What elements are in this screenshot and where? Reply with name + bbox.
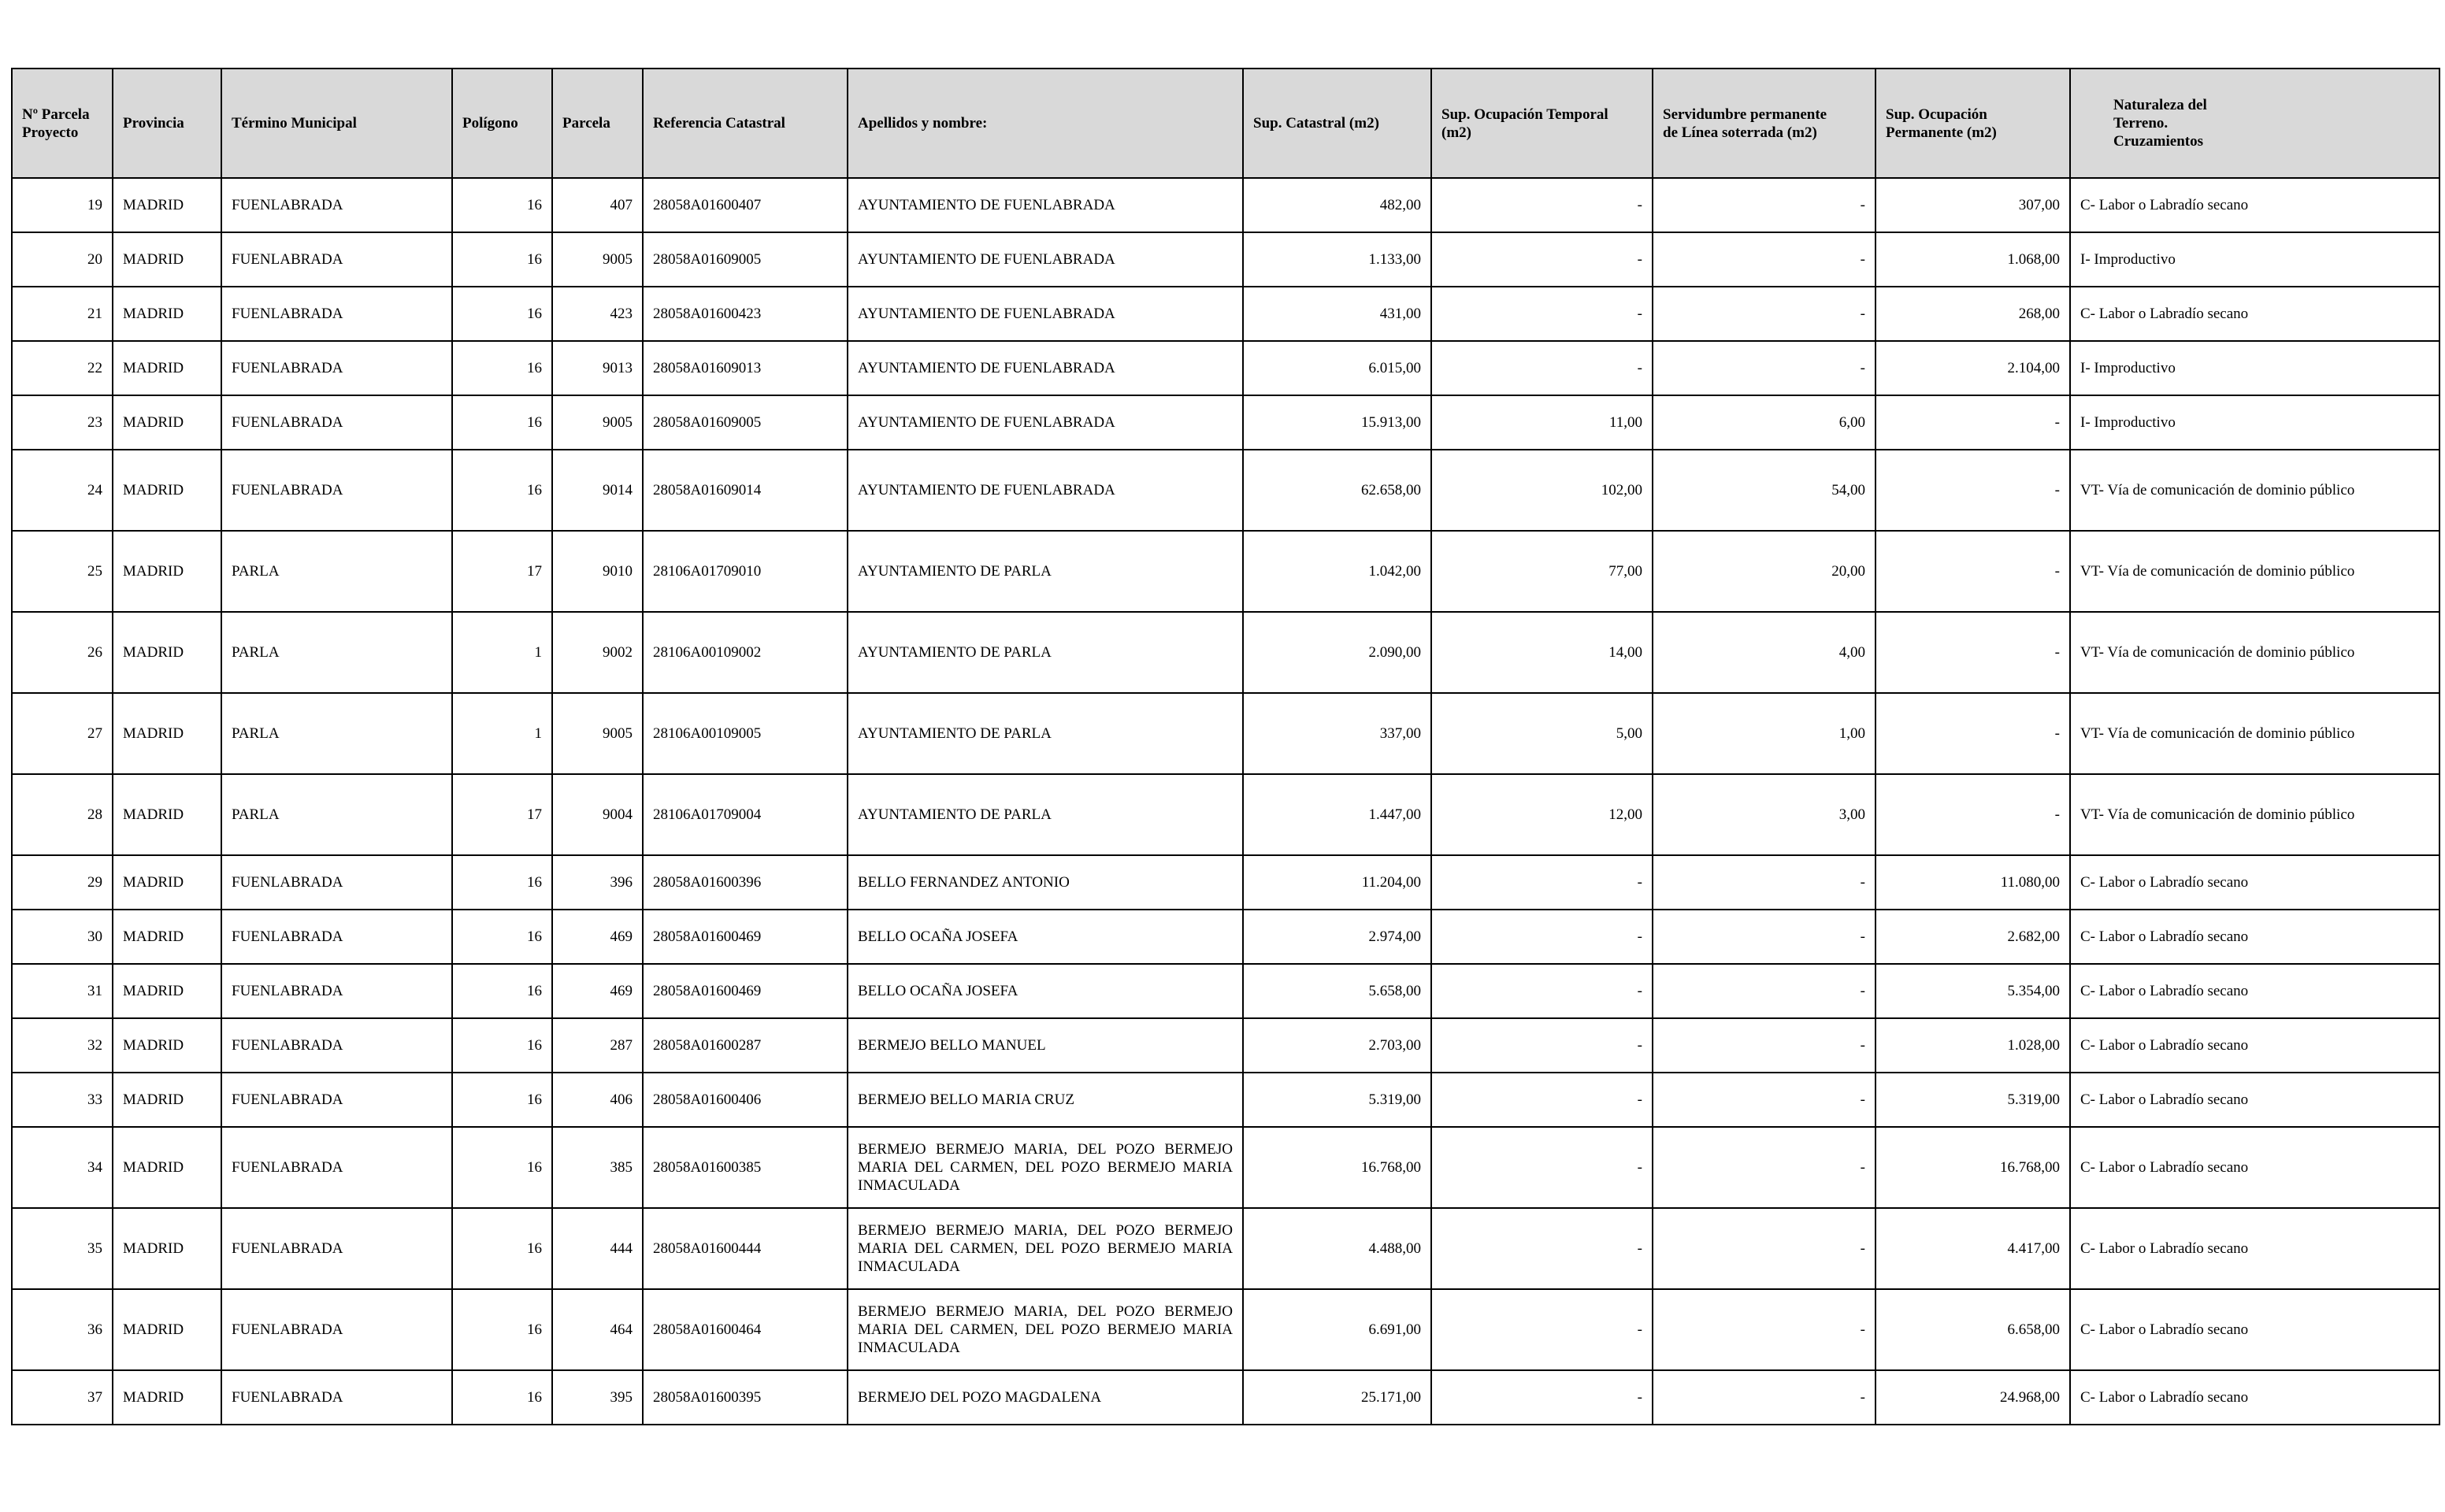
cell-poligono: 16 <box>452 395 552 450</box>
cell-referencia-catastral: 28106A01709004 <box>643 774 848 855</box>
cell-sup-catastral: 2.974,00 <box>1243 910 1431 964</box>
cell-parcela: 9014 <box>552 450 643 531</box>
cell-sup-catastral: 15.913,00 <box>1243 395 1431 450</box>
cell-provincia: MADRID <box>113 287 221 341</box>
table-row <box>12 450 2439 531</box>
cell-sup-temporal: - <box>1431 1127 1653 1208</box>
cell-sup-catastral: 1.447,00 <box>1243 774 1431 855</box>
cell-provincia: MADRID <box>113 341 221 395</box>
cell-poligono: 1 <box>452 612 552 693</box>
cell-servidumbre: - <box>1653 287 1875 341</box>
cell-n-parcela: 20 <box>12 232 113 287</box>
cell-sup-catastral: 25.171,00 <box>1243 1370 1431 1425</box>
table-row <box>12 341 2439 395</box>
cell-provincia: MADRID <box>113 910 221 964</box>
cell-n-parcela: 34 <box>12 1127 113 1208</box>
col-header-apellidos: Apellidos y nombre: <box>848 69 1243 178</box>
cell-sup-permanente: - <box>1875 774 2070 855</box>
cell-n-parcela: 30 <box>12 910 113 964</box>
cell-referencia-catastral: 28058A01600444 <box>643 1208 848 1289</box>
table-row <box>12 1370 2439 1425</box>
cell-sup-permanente: 268,00 <box>1875 287 2070 341</box>
cell-n-parcela: 22 <box>12 341 113 395</box>
cell-apellidos-nombre: AYUNTAMIENTO DE FUENLABRADA <box>848 178 1243 232</box>
cell-provincia: MADRID <box>113 774 221 855</box>
cell-servidumbre: - <box>1653 855 1875 910</box>
cell-servidumbre: 4,00 <box>1653 612 1875 693</box>
cell-naturaleza: I- Improductivo <box>2070 395 2439 450</box>
cell-n-parcela: 27 <box>12 693 113 774</box>
cell-referencia-catastral: 28058A01600287 <box>643 1018 848 1073</box>
cell-n-parcela: 24 <box>12 450 113 531</box>
cell-poligono: 16 <box>452 910 552 964</box>
table-row <box>12 395 2439 450</box>
cell-sup-permanente: - <box>1875 531 2070 612</box>
cell-naturaleza: C- Labor o Labradío secano <box>2070 178 2439 232</box>
col-header-servidumbre: Servidumbre permanente de Línea soterrada (m2) <box>1653 69 1875 178</box>
cell-naturaleza: VT- Vía de comunicación de dominio público <box>2070 531 2439 612</box>
cell-sup-permanente: - <box>1875 612 2070 693</box>
cell-sup-catastral: 16.768,00 <box>1243 1127 1431 1208</box>
cell-sup-permanente: 11.080,00 <box>1875 855 2070 910</box>
cell-sup-temporal: - <box>1431 178 1653 232</box>
cell-provincia: MADRID <box>113 693 221 774</box>
cell-termino-municipal: PARLA <box>221 693 452 774</box>
cell-apellidos-nombre: BERMEJO DEL POZO MAGDALENA <box>848 1370 1243 1425</box>
cell-referencia-catastral: 28106A00109002 <box>643 612 848 693</box>
table-row <box>12 855 2439 910</box>
cell-termino-municipal: FUENLABRADA <box>221 964 452 1018</box>
cell-sup-temporal: 14,00 <box>1431 612 1653 693</box>
cell-apellidos-nombre: BERMEJO BERMEJO MARIA, DEL POZO BERMEJO MARIA DEL CARMEN, DEL POZO BERMEJO MARIA INMACULADA <box>848 1289 1243 1370</box>
cell-apellidos-nombre: AYUNTAMIENTO DE FUENLABRADA <box>848 395 1243 450</box>
cell-servidumbre: 20,00 <box>1653 531 1875 612</box>
table-row <box>12 1073 2439 1127</box>
col-header-referencia: Referencia Catastral <box>643 69 848 178</box>
col-header-poligono: Polígono <box>452 69 552 178</box>
col-header-sup-permanente: Sup. Ocupación Permanente (m2) <box>1875 69 2070 178</box>
cell-apellidos-nombre: BERMEJO BELLO MANUEL <box>848 1018 1243 1073</box>
cell-sup-catastral: 431,00 <box>1243 287 1431 341</box>
col-header-termino: Término Municipal <box>221 69 452 178</box>
cell-sup-catastral: 2.090,00 <box>1243 612 1431 693</box>
cell-poligono: 16 <box>452 1370 552 1425</box>
table-row <box>12 774 2439 855</box>
cell-servidumbre: - <box>1653 1208 1875 1289</box>
cell-servidumbre: 3,00 <box>1653 774 1875 855</box>
cell-sup-temporal: - <box>1431 910 1653 964</box>
cell-termino-municipal: FUENLABRADA <box>221 341 452 395</box>
cell-apellidos-nombre: BELLO OCAÑA JOSEFA <box>848 910 1243 964</box>
cell-termino-municipal: FUENLABRADA <box>221 1018 452 1073</box>
cell-referencia-catastral: 28058A01600395 <box>643 1370 848 1425</box>
cell-n-parcela: 35 <box>12 1208 113 1289</box>
cell-sup-temporal: - <box>1431 1289 1653 1370</box>
cell-n-parcela: 36 <box>12 1289 113 1370</box>
cell-poligono: 17 <box>452 774 552 855</box>
col-header-naturaleza: Naturaleza del Terreno. Cruzamientos <box>2070 69 2439 178</box>
cell-poligono: 16 <box>452 1073 552 1127</box>
cell-provincia: MADRID <box>113 1370 221 1425</box>
cell-sup-temporal: - <box>1431 1073 1653 1127</box>
cell-sup-permanente: 5.354,00 <box>1875 964 2070 1018</box>
cell-sup-permanente: 6.658,00 <box>1875 1289 2070 1370</box>
cell-sup-temporal: - <box>1431 1208 1653 1289</box>
cell-servidumbre: - <box>1653 1073 1875 1127</box>
cell-sup-permanente: 5.319,00 <box>1875 1073 2070 1127</box>
col-header-sup-temporal: Sup. Ocupación Temporal (m2) <box>1431 69 1653 178</box>
cell-apellidos-nombre: AYUNTAMIENTO DE PARLA <box>848 693 1243 774</box>
cell-sup-temporal: 77,00 <box>1431 531 1653 612</box>
table-row <box>12 287 2439 341</box>
cell-parcela: 9004 <box>552 774 643 855</box>
cell-referencia-catastral: 28058A01609014 <box>643 450 848 531</box>
cell-parcela: 9005 <box>552 395 643 450</box>
cell-termino-municipal: FUENLABRADA <box>221 395 452 450</box>
cell-referencia-catastral: 28058A01609005 <box>643 232 848 287</box>
col-header-sup-catastral: Sup. Catastral (m2) <box>1243 69 1431 178</box>
cell-termino-municipal: FUENLABRADA <box>221 1127 452 1208</box>
cell-sup-permanente: - <box>1875 395 2070 450</box>
cell-servidumbre: - <box>1653 1370 1875 1425</box>
table-row <box>12 1208 2439 1289</box>
cell-referencia-catastral: 28058A01600396 <box>643 855 848 910</box>
cell-provincia: MADRID <box>113 855 221 910</box>
cell-termino-municipal: FUENLABRADA <box>221 1370 452 1425</box>
cell-referencia-catastral: 28058A01600469 <box>643 964 848 1018</box>
cell-naturaleza: C- Labor o Labradío secano <box>2070 1018 2439 1073</box>
cell-naturaleza: I- Improductivo <box>2070 341 2439 395</box>
cell-poligono: 1 <box>452 693 552 774</box>
cell-termino-municipal: FUENLABRADA <box>221 287 452 341</box>
cell-sup-temporal: - <box>1431 964 1653 1018</box>
cell-termino-municipal: FUENLABRADA <box>221 178 452 232</box>
cell-apellidos-nombre: AYUNTAMIENTO DE PARLA <box>848 774 1243 855</box>
cell-referencia-catastral: 28106A01709010 <box>643 531 848 612</box>
cell-servidumbre: - <box>1653 1289 1875 1370</box>
cell-n-parcela: 29 <box>12 855 113 910</box>
cell-naturaleza: C- Labor o Labradío secano <box>2070 1073 2439 1127</box>
cell-n-parcela: 28 <box>12 774 113 855</box>
cell-naturaleza: C- Labor o Labradío secano <box>2070 910 2439 964</box>
cell-sup-permanente: - <box>1875 693 2070 774</box>
cell-termino-municipal: PARLA <box>221 531 452 612</box>
cell-naturaleza: C- Labor o Labradío secano <box>2070 287 2439 341</box>
cell-parcela: 395 <box>552 1370 643 1425</box>
cell-sup-permanente: 16.768,00 <box>1875 1127 2070 1208</box>
cell-sup-catastral: 5.319,00 <box>1243 1073 1431 1127</box>
table-row <box>12 232 2439 287</box>
cell-termino-municipal: FUENLABRADA <box>221 910 452 964</box>
cell-provincia: MADRID <box>113 232 221 287</box>
cell-apellidos-nombre: BELLO FERNANDEZ ANTONIO <box>848 855 1243 910</box>
cell-provincia: MADRID <box>113 1018 221 1073</box>
cell-poligono: 16 <box>452 178 552 232</box>
cell-parcela: 9005 <box>552 693 643 774</box>
cell-sup-temporal: 102,00 <box>1431 450 1653 531</box>
cell-sup-catastral: 337,00 <box>1243 693 1431 774</box>
cell-apellidos-nombre: AYUNTAMIENTO DE FUENLABRADA <box>848 232 1243 287</box>
cell-poligono: 16 <box>452 964 552 1018</box>
cell-naturaleza: VT- Vía de comunicación de dominio público <box>2070 450 2439 531</box>
cell-naturaleza: I- Improductivo <box>2070 232 2439 287</box>
cell-n-parcela: 37 <box>12 1370 113 1425</box>
cell-naturaleza: C- Labor o Labradío secano <box>2070 855 2439 910</box>
cell-referencia-catastral: 28058A01600469 <box>643 910 848 964</box>
cell-sup-temporal: - <box>1431 287 1653 341</box>
cell-parcela: 9013 <box>552 341 643 395</box>
cell-servidumbre: 54,00 <box>1653 450 1875 531</box>
cell-n-parcela: 21 <box>12 287 113 341</box>
cell-naturaleza: C- Labor o Labradío secano <box>2070 964 2439 1018</box>
cell-sup-catastral: 62.658,00 <box>1243 450 1431 531</box>
cell-provincia: MADRID <box>113 531 221 612</box>
cell-sup-temporal: 12,00 <box>1431 774 1653 855</box>
cell-apellidos-nombre: AYUNTAMIENTO DE FUENLABRADA <box>848 450 1243 531</box>
cell-termino-municipal: FUENLABRADA <box>221 1073 452 1127</box>
cell-sup-catastral: 482,00 <box>1243 178 1431 232</box>
cell-sup-temporal: - <box>1431 1018 1653 1073</box>
cell-provincia: MADRID <box>113 1289 221 1370</box>
cell-termino-municipal: PARLA <box>221 774 452 855</box>
cell-parcela: 9005 <box>552 232 643 287</box>
cell-n-parcela: 25 <box>12 531 113 612</box>
cell-poligono: 16 <box>452 287 552 341</box>
col-header-parcela: Parcela <box>552 69 643 178</box>
cell-servidumbre: - <box>1653 910 1875 964</box>
cell-parcela: 469 <box>552 910 643 964</box>
cell-sup-catastral: 5.658,00 <box>1243 964 1431 1018</box>
cell-poligono: 16 <box>452 1289 552 1370</box>
cell-provincia: MADRID <box>113 395 221 450</box>
cell-servidumbre: - <box>1653 1127 1875 1208</box>
cell-naturaleza: VT- Vía de comunicación de dominio público <box>2070 774 2439 855</box>
table-row <box>12 693 2439 774</box>
cell-servidumbre: - <box>1653 964 1875 1018</box>
cell-n-parcela: 31 <box>12 964 113 1018</box>
cell-provincia: MADRID <box>113 1127 221 1208</box>
cell-termino-municipal: FUENLABRADA <box>221 232 452 287</box>
cell-n-parcela: 23 <box>12 395 113 450</box>
cell-referencia-catastral: 28058A01600464 <box>643 1289 848 1370</box>
table-body <box>12 178 2439 1425</box>
cell-sup-permanente: 2.682,00 <box>1875 910 2070 964</box>
cell-n-parcela: 32 <box>12 1018 113 1073</box>
cell-parcela: 469 <box>552 964 643 1018</box>
cell-poligono: 16 <box>452 232 552 287</box>
cell-parcela: 464 <box>552 1289 643 1370</box>
cell-sup-catastral: 6.691,00 <box>1243 1289 1431 1370</box>
cell-sup-catastral: 6.015,00 <box>1243 341 1431 395</box>
cell-naturaleza: C- Labor o Labradío secano <box>2070 1208 2439 1289</box>
cell-sup-permanente: - <box>1875 450 2070 531</box>
cell-termino-municipal: FUENLABRADA <box>221 855 452 910</box>
cell-sup-permanente: 1.068,00 <box>1875 232 2070 287</box>
cell-servidumbre: - <box>1653 341 1875 395</box>
cell-parcela: 407 <box>552 178 643 232</box>
cell-poligono: 16 <box>452 1127 552 1208</box>
cell-referencia-catastral: 28058A01609013 <box>643 341 848 395</box>
cell-parcela: 444 <box>552 1208 643 1289</box>
cell-servidumbre: 6,00 <box>1653 395 1875 450</box>
col-header-n-parcela: Nº Parcela Proyecto <box>12 69 113 178</box>
cell-sup-temporal: - <box>1431 232 1653 287</box>
cell-sup-temporal: - <box>1431 1370 1653 1425</box>
cell-referencia-catastral: 28058A01600406 <box>643 1073 848 1127</box>
cell-sup-catastral: 4.488,00 <box>1243 1208 1431 1289</box>
cell-termino-municipal: FUENLABRADA <box>221 450 452 531</box>
cell-sup-permanente: 2.104,00 <box>1875 341 2070 395</box>
cell-poligono: 16 <box>452 450 552 531</box>
cell-sup-catastral: 11.204,00 <box>1243 855 1431 910</box>
table-row <box>12 612 2439 693</box>
cell-poligono: 16 <box>452 1018 552 1073</box>
cell-poligono: 17 <box>452 531 552 612</box>
cell-sup-catastral: 1.042,00 <box>1243 531 1431 612</box>
cell-provincia: MADRID <box>113 178 221 232</box>
table-row <box>12 1127 2439 1208</box>
table-row <box>12 910 2439 964</box>
cell-n-parcela: 33 <box>12 1073 113 1127</box>
cell-naturaleza: C- Labor o Labradío secano <box>2070 1370 2439 1425</box>
cell-apellidos-nombre: BELLO OCAÑA JOSEFA <box>848 964 1243 1018</box>
table-row <box>12 531 2439 612</box>
cell-termino-municipal: PARLA <box>221 612 452 693</box>
cell-sup-catastral: 1.133,00 <box>1243 232 1431 287</box>
cell-apellidos-nombre: AYUNTAMIENTO DE FUENLABRADA <box>848 341 1243 395</box>
cell-provincia: MADRID <box>113 450 221 531</box>
cell-sup-permanente: 24.968,00 <box>1875 1370 2070 1425</box>
cell-provincia: MADRID <box>113 612 221 693</box>
cell-apellidos-nombre: BERMEJO BERMEJO MARIA, DEL POZO BERMEJO MARIA DEL CARMEN, DEL POZO BERMEJO MARIA INMACULADA <box>848 1208 1243 1289</box>
cell-parcela: 287 <box>552 1018 643 1073</box>
cell-parcela: 423 <box>552 287 643 341</box>
cell-n-parcela: 26 <box>12 612 113 693</box>
cell-sup-catastral: 2.703,00 <box>1243 1018 1431 1073</box>
table-row <box>12 178 2439 232</box>
cell-sup-permanente: 4.417,00 <box>1875 1208 2070 1289</box>
cell-servidumbre: - <box>1653 1018 1875 1073</box>
cell-referencia-catastral: 28058A01600407 <box>643 178 848 232</box>
cell-sup-temporal: - <box>1431 341 1653 395</box>
cell-termino-municipal: FUENLABRADA <box>221 1289 452 1370</box>
cell-servidumbre: - <box>1653 232 1875 287</box>
cell-n-parcela: 19 <box>12 178 113 232</box>
cell-apellidos-nombre: AYUNTAMIENTO DE FUENLABRADA <box>848 287 1243 341</box>
cell-sup-temporal: - <box>1431 855 1653 910</box>
cell-provincia: MADRID <box>113 1073 221 1127</box>
cell-apellidos-nombre: BERMEJO BERMEJO MARIA, DEL POZO BERMEJO MARIA DEL CARMEN, DEL POZO BERMEJO MARIA INMACULADA <box>848 1127 1243 1208</box>
cell-naturaleza: C- Labor o Labradío secano <box>2070 1127 2439 1208</box>
cell-sup-permanente: 307,00 <box>1875 178 2070 232</box>
cell-servidumbre: 1,00 <box>1653 693 1875 774</box>
table-row <box>12 964 2439 1018</box>
cell-naturaleza: VT- Vía de comunicación de dominio público <box>2070 693 2439 774</box>
cell-termino-municipal: FUENLABRADA <box>221 1208 452 1289</box>
cell-referencia-catastral: 28058A01600385 <box>643 1127 848 1208</box>
cell-poligono: 16 <box>452 1208 552 1289</box>
cell-provincia: MADRID <box>113 964 221 1018</box>
col-header-provincia: Provincia <box>113 69 221 178</box>
cell-sup-temporal: 11,00 <box>1431 395 1653 450</box>
table-row <box>12 1018 2439 1073</box>
cell-referencia-catastral: 28058A01600423 <box>643 287 848 341</box>
cell-sup-permanente: 1.028,00 <box>1875 1018 2070 1073</box>
cell-sup-temporal: 5,00 <box>1431 693 1653 774</box>
table-header <box>12 69 2439 178</box>
cell-parcela: 396 <box>552 855 643 910</box>
cell-provincia: MADRID <box>113 1208 221 1289</box>
cell-poligono: 16 <box>452 855 552 910</box>
cell-parcela: 9002 <box>552 612 643 693</box>
cell-poligono: 16 <box>452 341 552 395</box>
cell-referencia-catastral: 28106A00109005 <box>643 693 848 774</box>
parcel-table <box>11 68 2440 1425</box>
cell-naturaleza: VT- Vía de comunicación de dominio público <box>2070 612 2439 693</box>
table-row <box>12 1289 2439 1370</box>
cell-parcela: 406 <box>552 1073 643 1127</box>
cell-apellidos-nombre: AYUNTAMIENTO DE PARLA <box>848 531 1243 612</box>
cell-parcela: 385 <box>552 1127 643 1208</box>
cell-servidumbre: - <box>1653 178 1875 232</box>
cell-naturaleza: C- Labor o Labradío secano <box>2070 1289 2439 1370</box>
cell-apellidos-nombre: AYUNTAMIENTO DE PARLA <box>848 612 1243 693</box>
cell-referencia-catastral: 28058A01609005 <box>643 395 848 450</box>
cell-parcela: 9010 <box>552 531 643 612</box>
cell-apellidos-nombre: BERMEJO BELLO MARIA CRUZ <box>848 1073 1243 1127</box>
